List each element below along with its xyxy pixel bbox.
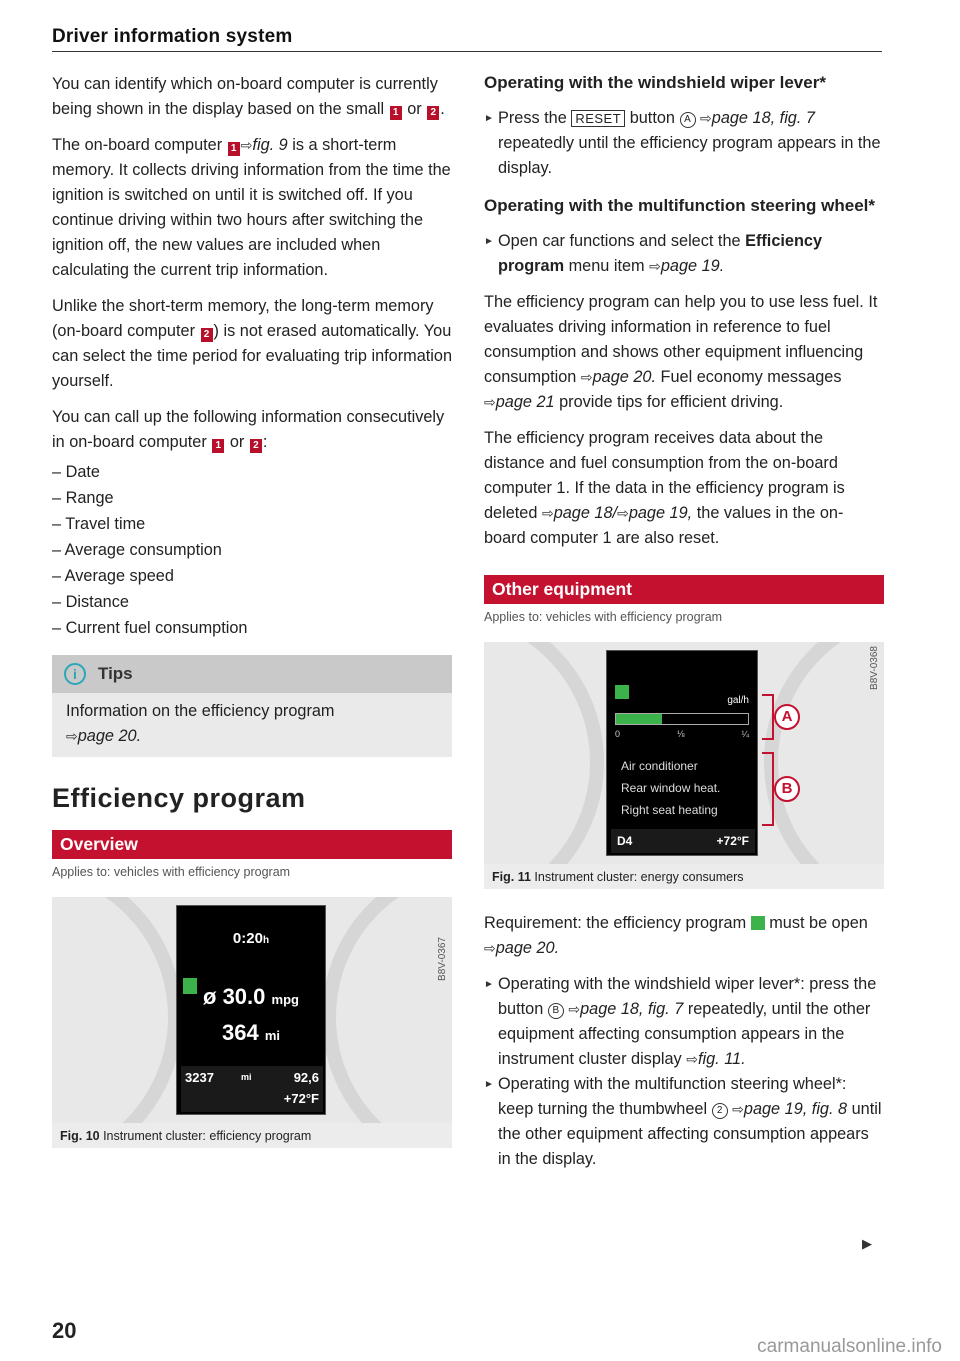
fig-code: B8V-0367 (437, 937, 448, 981)
arrow-ref-icon: ⇨ (568, 1001, 581, 1017)
badge-1-icon: 1 (212, 439, 224, 453)
right-column (484, 72, 884, 1183)
energy-screen (606, 650, 758, 856)
list-item: Air conditioner (621, 759, 698, 773)
list-item: – Date (52, 463, 100, 481)
left-column (52, 72, 452, 1148)
applies-note: Applies to: vehicles with efficiency program (484, 610, 723, 624)
thumbwheel-callout-icon: 2 (712, 1103, 728, 1119)
eco-icon (751, 916, 765, 930)
list-item: – Travel time (52, 515, 146, 533)
page-ref-link[interactable]: page 18, fig. 7 (711, 109, 815, 127)
step-4: ► Operating with the multifunction steering wheel*: keep turning the thumbwheel 2 ⇨page 19, fig. 8 until the other equipment affecting consumption appears in the display. (484, 1072, 884, 1172)
callout-b-icon: B (774, 776, 800, 802)
avg-consumption: ø 30.0 (203, 984, 266, 1009)
requirement-note: Requirement: the efficiency program must be open ⇨page 20. (484, 914, 868, 957)
list-item: – Range (52, 489, 114, 507)
continue-arrow-icon: ▶ (862, 1236, 872, 1251)
page-ref-link[interactable]: page 19, (628, 504, 693, 522)
list-item: – Average consumption (52, 541, 222, 559)
consumption-bar (615, 713, 749, 725)
step-3: ► Operating with the windshield wiper lever*: press the button B ⇨page 18, fig. 7 repeatedly, until the other equipment affecting consumption appears in the instrument cluster display ⇨fig. 11. (484, 972, 884, 1072)
paragraph-2: The on-board computer 1 ⇨fig. 9 is a short-term memory. It collects driving information from the time the ignition is switched on until it is switched off. If you continue driving within two hours after switching the ignition off, the new values are included when calculating the current trip information. (52, 136, 451, 279)
fig-10-caption: Fig. 10 Instrument cluster: efficiency program (60, 1129, 312, 1143)
outside-temp: +72°F (283, 1091, 319, 1106)
paragraph-efficiency: The efficiency program can help you to use less fuel. It evaluates driving information in reference to fuel consumption and shows other equipment influencing consumption ⇨page 20. Fuel economy messages ⇨page 21 provide tips for efficient driving. (484, 293, 878, 411)
list-item: – Current fuel consumption (52, 619, 248, 637)
fig-code: B8V-0368 (869, 646, 880, 690)
screen-footer (611, 829, 755, 853)
arrow-ref-icon: ⇨ (686, 1051, 698, 1067)
info-icon: i (64, 663, 86, 685)
bar-scale: 0 ⅛ ¼ (615, 729, 749, 739)
badge-2-icon: 2 (201, 328, 213, 342)
odometer: 3237 (185, 1070, 214, 1085)
gauge-left (484, 642, 604, 864)
page-number: 20 (52, 1318, 77, 1343)
arrow-ref-icon: ⇨ (732, 1101, 744, 1117)
arrow-ref-icon: ⇨ (66, 728, 78, 744)
badge-2-icon: 2 (250, 439, 262, 453)
gauge-left (52, 897, 182, 1123)
figure-10 (52, 897, 452, 1148)
fig-11-caption: Fig. 11 Instrument cluster: energy consumers (492, 870, 744, 884)
overview-heading: Overview (52, 830, 452, 859)
figure-11 (484, 642, 884, 889)
paragraph-3: Unlike the short-term memory, the long-term memory (on-board computer 2 ) is not erased automatically. You can select the time period for evaluating trip information yourself. (52, 297, 453, 390)
watermark: carmanualsonline.info (757, 1336, 942, 1357)
badge-1-icon: 1 (390, 106, 402, 120)
page-ref-link[interactable]: page 18/ (553, 504, 618, 522)
gear-indicator: D4 (617, 834, 633, 848)
paragraph-1: You can identify which on-board computer is currently being shown in the display based on the small 1 or 2 . (52, 75, 445, 118)
list-item: Right seat heating (621, 803, 718, 817)
badge-1-icon: 1 (228, 142, 240, 156)
list-item: – Average speed (52, 567, 174, 585)
consumer-list (621, 755, 720, 821)
fig-11-image (484, 642, 884, 864)
heading-steering-wheel: Operating with the multifunction steering wheel* (484, 196, 876, 215)
paragraph-data: The efficiency program receives data about the distance and fuel consumption from the on-board computer 1. If the data in the efficiency program is deleted ⇨page 18/⇨page 19, the values in the on-board computer 1 are also reset. (484, 429, 845, 547)
page-ref-link[interactable]: page 21 (495, 393, 555, 411)
fig-ref-link[interactable]: fig. 9 (252, 136, 288, 154)
eco-icon (615, 685, 629, 699)
tips-body: Information on the efficiency program ⇨page 20. (66, 702, 335, 745)
trip-value: 92,6 (293, 1070, 319, 1085)
unit-label: gal/h (727, 695, 749, 706)
header-title: Driver information system (52, 26, 293, 47)
fig-ref-link[interactable]: fig. 11. (697, 1050, 746, 1068)
other-equipment-heading: Other equipment (484, 575, 884, 604)
page-ref-link[interactable]: page 19, fig. 8 (743, 1100, 848, 1118)
gauge-right (764, 642, 884, 864)
trip-time: 0:20 (232, 930, 263, 947)
efficiency-screen: 0:20h ø 30.0 mpg 364 mi 3237 mi 92,6 +72°F (176, 905, 326, 1115)
applies-note: Applies to: vehicles with efficiency program (52, 865, 291, 879)
list-item: – Distance (52, 593, 129, 611)
page-header (52, 26, 882, 52)
step-1: ► Press the RESET button A ⇨page 18, fig. 7 repeatedly until the efficiency program appears in the display. (484, 106, 884, 181)
tips-header (52, 655, 452, 693)
section-title: Efficiency program (52, 783, 306, 813)
gauge-right (322, 897, 452, 1123)
arrow-ref-icon: ⇨ (649, 258, 661, 274)
paragraph-4: You can call up the following information consecutively in on-board computer 1 or 2 : (52, 408, 445, 451)
fig-10-image (52, 897, 452, 1123)
arrow-ref-icon: ⇨ (700, 110, 712, 126)
arrow-ref-icon: ⇨ (617, 505, 629, 521)
arrow-ref-icon: ⇨ (580, 369, 593, 385)
page-ref-link[interactable]: page 19. (660, 257, 725, 275)
consumption-fill (616, 714, 662, 724)
page-ref-link[interactable]: page 18, fig. 7 (580, 1000, 684, 1018)
info-list (52, 459, 452, 641)
arrow-ref-icon: ⇨ (541, 505, 554, 521)
heading-wiper-lever: Operating with the windshield wiper lever* (484, 73, 826, 92)
callout-a-icon: A (680, 112, 696, 128)
callout-a-icon: A (774, 704, 800, 730)
outside-temp: +72°F (716, 834, 749, 848)
bracket-b (762, 752, 774, 826)
page-ref-link[interactable]: page 20. (592, 368, 656, 386)
callout-b-icon: B (548, 1003, 564, 1019)
arrow-ref-icon: ⇨ (484, 394, 496, 410)
bracket-a (762, 694, 774, 740)
page-ref-link[interactable]: page 20. (495, 939, 560, 957)
tips-box (52, 655, 452, 757)
badge-2-icon: 2 (427, 106, 439, 120)
tips-title: Tips (98, 664, 133, 683)
step-2: ► Open car functions and select the Efficiency program menu item ⇨page 19. (484, 229, 884, 279)
arrow-ref-icon: ⇨ (240, 137, 253, 153)
range-value: 364 (221, 1020, 259, 1045)
list-item: Rear window heat. (621, 781, 721, 795)
arrow-ref-icon: ⇨ (484, 940, 496, 956)
page-ref-link[interactable]: page 20. (77, 727, 142, 745)
reset-button[interactable]: RESET (571, 110, 625, 127)
screen-footer: 3237 mi 92,6 +72°F (181, 1066, 323, 1112)
